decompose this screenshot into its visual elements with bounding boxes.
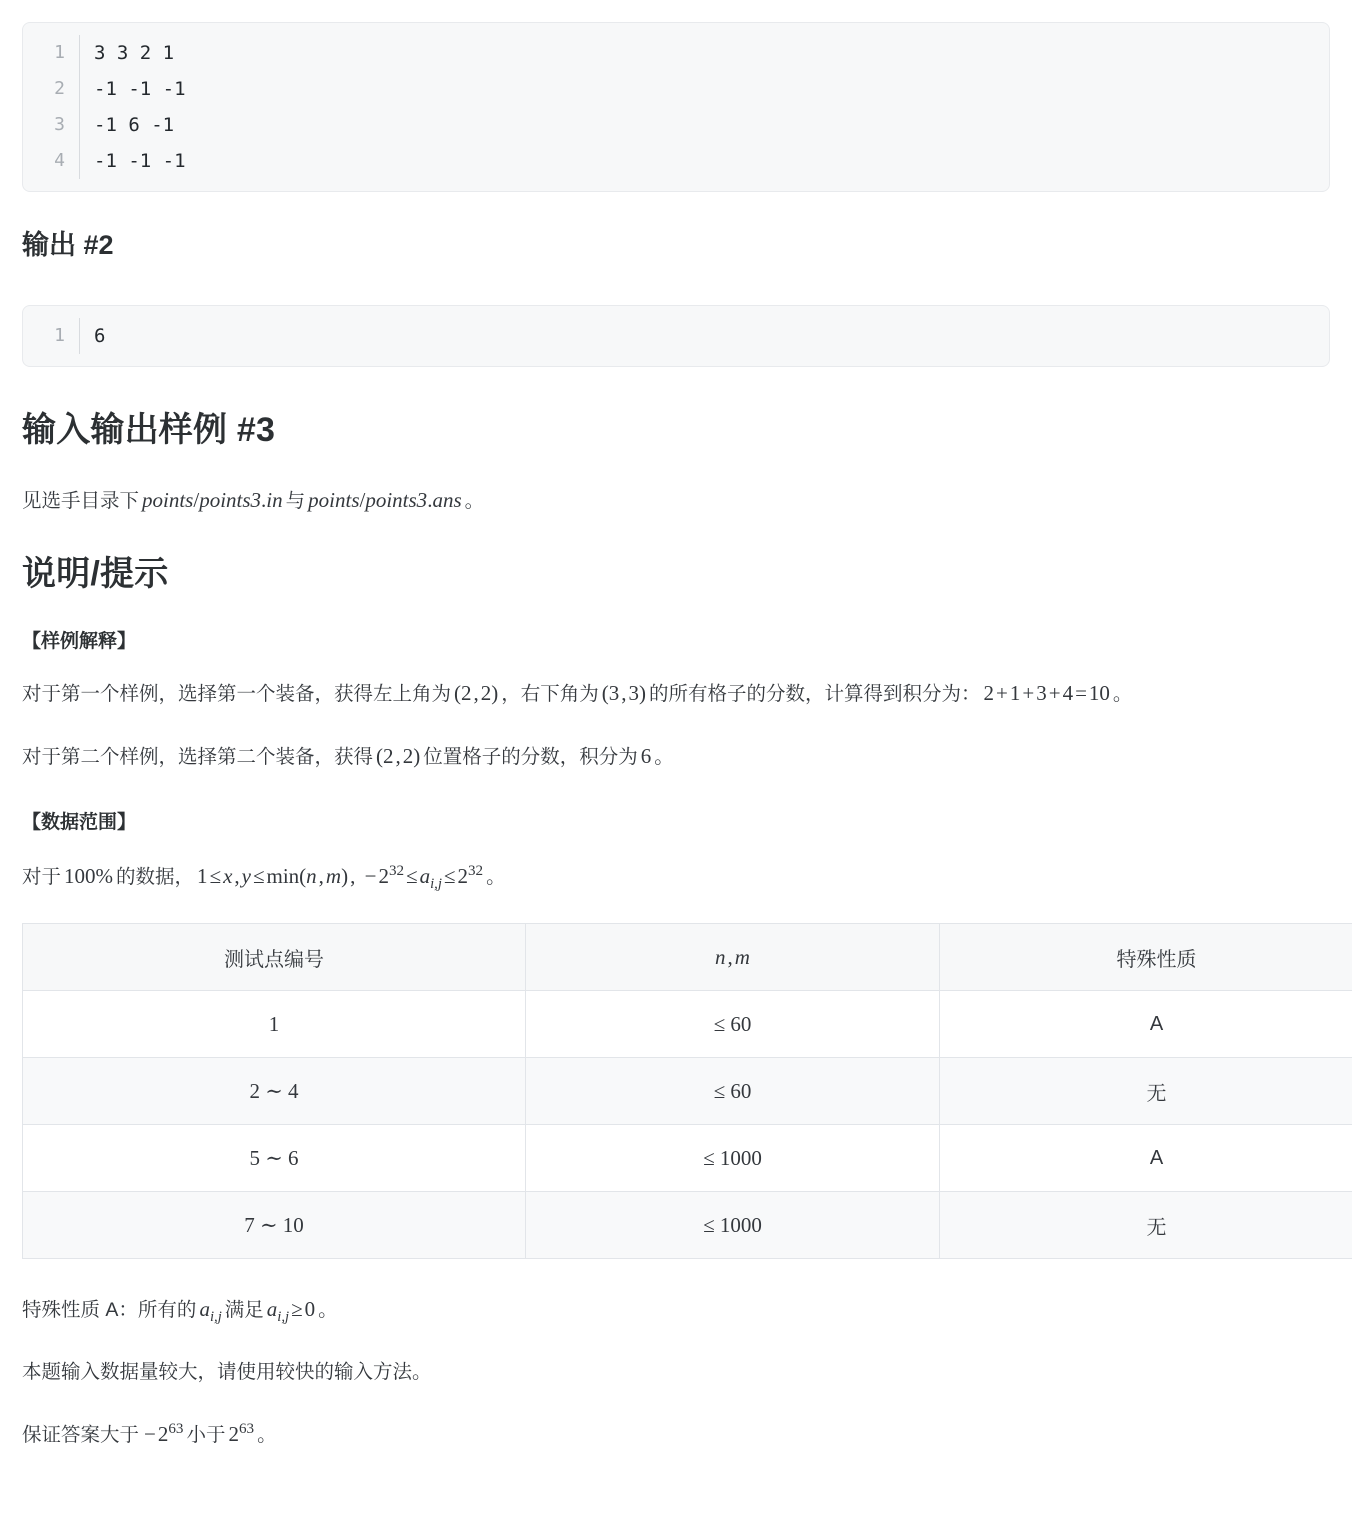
sample-3-text-after: 。 — [464, 490, 485, 513]
explain-p1-math-topleft: (2,2) — [454, 681, 499, 706]
cell-special-property: A — [940, 991, 1352, 1058]
cell-id-math: 5 ∼ 6 — [249, 1145, 299, 1170]
cell-nm — [526, 1125, 940, 1192]
code-line-text: -1 -1 -1 — [94, 150, 186, 172]
output-2-heading: 输出 #2 — [22, 230, 114, 260]
cell-special-property: 无 — [940, 1058, 1352, 1125]
table-row — [23, 1192, 1352, 1259]
explain-p2-math-score: 6 — [640, 744, 652, 769]
sample-3-file-ans: points/points3.ans — [308, 488, 462, 513]
range-part-b: 的数据， — [116, 866, 195, 889]
explain-p2-part-a: 对于第二个样例，选择第二个装备，获得 — [22, 746, 374, 769]
table-row — [23, 1125, 1352, 1192]
explain-p2-part-c: 。 — [654, 746, 674, 769]
explain-p1-math-bottomright: (3,3) — [601, 681, 647, 706]
prop-a-part-c: 。 — [318, 1299, 338, 1322]
code-line-number: 3 — [54, 114, 65, 135]
input-sample-2-code-block[interactable] — [22, 22, 1330, 192]
answer-range-part-a: 保证答案大于 — [22, 1424, 140, 1447]
input-sample-2-block-wrap — [22, 0, 1330, 192]
code-line — [23, 35, 1329, 71]
code-line-number: 2 — [54, 78, 65, 99]
cell-nm-math: ≤ 60 — [713, 1078, 752, 1103]
hints-heading: 说明/提示 — [22, 555, 169, 594]
explain-p1-part-b: ，右下角为 — [501, 683, 599, 706]
code-line-number: 1 — [54, 325, 65, 347]
subtask-table-body — [23, 991, 1352, 1259]
cell-id-math: 1 — [268, 1011, 280, 1036]
explain-p1-part-d: 。 — [1112, 683, 1133, 706]
code-line — [23, 143, 1329, 179]
explain-p2-part-b: 位置格子的分数，积分为 — [423, 746, 638, 769]
table-row — [23, 1058, 1352, 1125]
sample-3-description — [22, 480, 1330, 521]
data-range-paragraph — [22, 856, 1330, 897]
header-nm-math: n,m — [715, 944, 750, 969]
subtask-table-head — [23, 924, 1352, 991]
cell-nm — [526, 991, 940, 1058]
header-testcase-id: 测试点编号 — [23, 924, 526, 991]
cell-id-math: 2 ∼ 4 — [249, 1078, 299, 1103]
explanation-paragraph-2 — [22, 736, 1330, 777]
cell-nm — [526, 1192, 940, 1259]
range-part-c: 。 — [486, 866, 506, 889]
header-nm — [526, 924, 940, 991]
cell-testcase-id — [23, 1125, 526, 1192]
code-line-text: -1 -1 -1 — [94, 78, 186, 100]
prop-a-part-a: 特殊性质 A：所有的 — [22, 1299, 197, 1322]
prop-a-math-aij-ge-0: $a_{i,j}\ge 0$ — [266, 1297, 316, 1326]
explain-p1-part-a: 对于第一个样例，选择第一个装备，获得左上角为 — [22, 683, 452, 706]
sample-3-text-middle: 与 — [285, 490, 306, 513]
answer-range-note — [22, 1414, 1330, 1455]
table-row — [23, 991, 1352, 1058]
code-line — [23, 107, 1329, 143]
special-property-a-note — [22, 1289, 1330, 1330]
header-special-property: 特殊性质 — [940, 924, 1352, 991]
explain-p1-math-sum: 2+1+3+4=10 — [983, 681, 1110, 706]
answer-range-part-b: 小于 — [186, 1424, 226, 1447]
code-line-number: 1 — [54, 42, 65, 63]
cell-testcase-id — [23, 1058, 526, 1125]
answer-range-math-lower: $-2^{63}$ — [144, 1421, 184, 1447]
answer-range-part-c: 。 — [257, 1424, 277, 1447]
explain-p2-math-cell: (2,2) — [376, 744, 421, 769]
cell-special-property: A — [940, 1125, 1352, 1192]
code-line — [23, 71, 1329, 107]
sample-3-text-before: 见选手目录下 — [22, 490, 140, 513]
sample-3-heading: 输入输出样例 #3 — [22, 411, 276, 450]
range-math-constraints: 1≤x,y≤min(n,m), $-2^{32}\le a_{i,j}\le 2^{32}$ — [197, 863, 484, 893]
answer-range-math-upper: $2^{63}$ — [228, 1421, 255, 1447]
cell-nm — [526, 1058, 940, 1125]
cell-special-property: 无 — [940, 1192, 1352, 1259]
table-header-row — [23, 924, 1352, 991]
subtask-table — [22, 923, 1352, 1259]
sample-explanation-label: 【样例解释】 — [22, 631, 137, 653]
code-line-text: -1 6 -1 — [94, 114, 175, 136]
code-line-text: 3 3 2 1 — [94, 42, 175, 64]
sample-3-file-in: points/points3.in — [142, 488, 283, 513]
range-part-a: 对于 — [22, 866, 62, 889]
cell-testcase-id — [23, 1192, 526, 1259]
code-line-number: 4 — [54, 150, 65, 171]
data-range-label: 【数据范围】 — [22, 812, 137, 834]
fast-io-note: 本题输入数据量较大，请使用较快的输入方法。 — [22, 1361, 432, 1384]
cell-nm-math: ≤ 1000 — [703, 1145, 762, 1170]
explain-p1-part-c: 的所有格子的分数，计算得到积分为： — [649, 683, 981, 706]
cell-nm-math: ≤ 60 — [713, 1011, 752, 1036]
cell-testcase-id — [23, 991, 526, 1058]
code-line — [23, 318, 1329, 354]
output-sample-2-code-block[interactable] — [22, 305, 1330, 367]
cell-nm-math: ≤ 1000 — [703, 1212, 762, 1237]
prop-a-math-aij-1: $a_{i,j}$ — [199, 1297, 222, 1326]
explanation-paragraph-1 — [22, 673, 1322, 714]
prop-a-part-b: 满足 — [224, 1299, 264, 1322]
cell-id-math: 7 ∼ 10 — [244, 1212, 304, 1237]
code-line-text: 6 — [94, 325, 106, 348]
range-math-percent: 100% — [64, 864, 114, 889]
